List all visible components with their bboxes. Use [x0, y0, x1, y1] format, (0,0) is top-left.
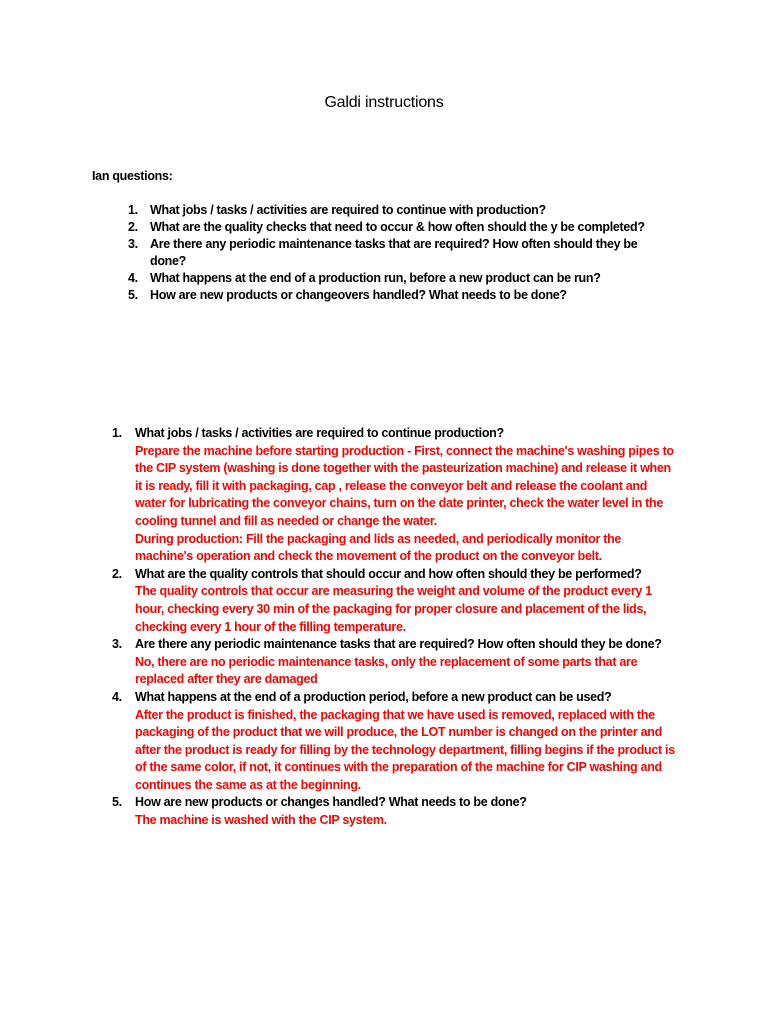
answer-text: The machine is washed with the CIP system. [135, 813, 387, 828]
list-item [128, 287, 673, 304]
item-number: 5. [128, 288, 138, 302]
list-item [128, 219, 673, 236]
item-number: 4. [112, 689, 122, 704]
list-item [128, 202, 673, 219]
question-text: How are new products or changeovers handled? What needs to be done? [150, 288, 567, 302]
question-list [128, 202, 673, 304]
item-number: 5. [112, 795, 122, 810]
item-number: 1. [112, 426, 122, 440]
question-text: What are the quality checks that need to occur & how often should the y be completed? [150, 220, 645, 234]
question-text: Are there any periodic maintenance tasks that are required? How often should they be done? [150, 237, 638, 268]
answer-text: Prepare the machine before starting production - First, connect the machine's washing pipes to the CIP system (washing is done together with the pasteurization machine) and release it when it is ready, fill it with packaging, cap , release the conveyor belt and release the coolant and water for lubricating the conveyor chains, turn on the date printer, check the water level in the cooling tunnel and fill as needed or change the water. [135, 443, 674, 528]
item-number: 2. [128, 220, 138, 234]
intro-label: Ian questions: [92, 169, 173, 183]
question-text: What jobs / tasks / activities are required to continue with production? [150, 203, 546, 217]
answer-list [112, 425, 677, 830]
answer-text: After the product is finished, the packaging that we have used is removed, replaced with the packaging of the product that we will produce, the LOT number is changed on the printer and after the product is ready for filling by the technology department, filling begins if the product is of the same color, if not, it continues with the preparation of the machine for CIP washing and continues the same as at the beginning. [135, 707, 675, 792]
answer-text: During production: Fill the packaging and lids as needed, and periodically monitor the machine's operation and check the movement of the product on the conveyor belt. [135, 531, 622, 564]
question-text: Are there any periodic maintenance tasks that are required? How often should they be done? [135, 637, 662, 652]
list-item [128, 236, 673, 270]
item-number: 1. [128, 203, 138, 217]
item-number: 3. [128, 237, 138, 251]
list-item [112, 794, 677, 829]
item-number: 2. [112, 566, 122, 581]
answer-text: The quality controls that occur are measuring the weight and volume of the product every 1 hour, checking every 30 min of the packaging for proper closure and placement of the lids, checking every 1 hour of the filling temperature. [135, 584, 652, 634]
document-title: Galdi instructions [324, 94, 444, 111]
question-text: What happens at the end of a production period, before a new product can be used? [135, 689, 612, 704]
question-text: What are the quality controls that should occur and how often should they be performed? [135, 566, 642, 581]
list-item [112, 566, 677, 636]
list-item [112, 689, 677, 795]
item-number: 4. [128, 271, 138, 285]
list-item [112, 636, 677, 689]
list-item [128, 270, 673, 287]
item-number: 3. [112, 637, 122, 652]
list-item [112, 425, 677, 566]
question-text: What jobs / tasks / activities are required to continue production? [135, 426, 504, 440]
question-text: What happens at the end of a production run, before a new product can be run? [150, 271, 601, 285]
answer-text: No, there are no periodic maintenance tasks, only the replacement of some parts that are replaced after they are damaged [135, 654, 638, 687]
question-text: How are new products or changes handled? What needs to be done? [135, 795, 527, 810]
